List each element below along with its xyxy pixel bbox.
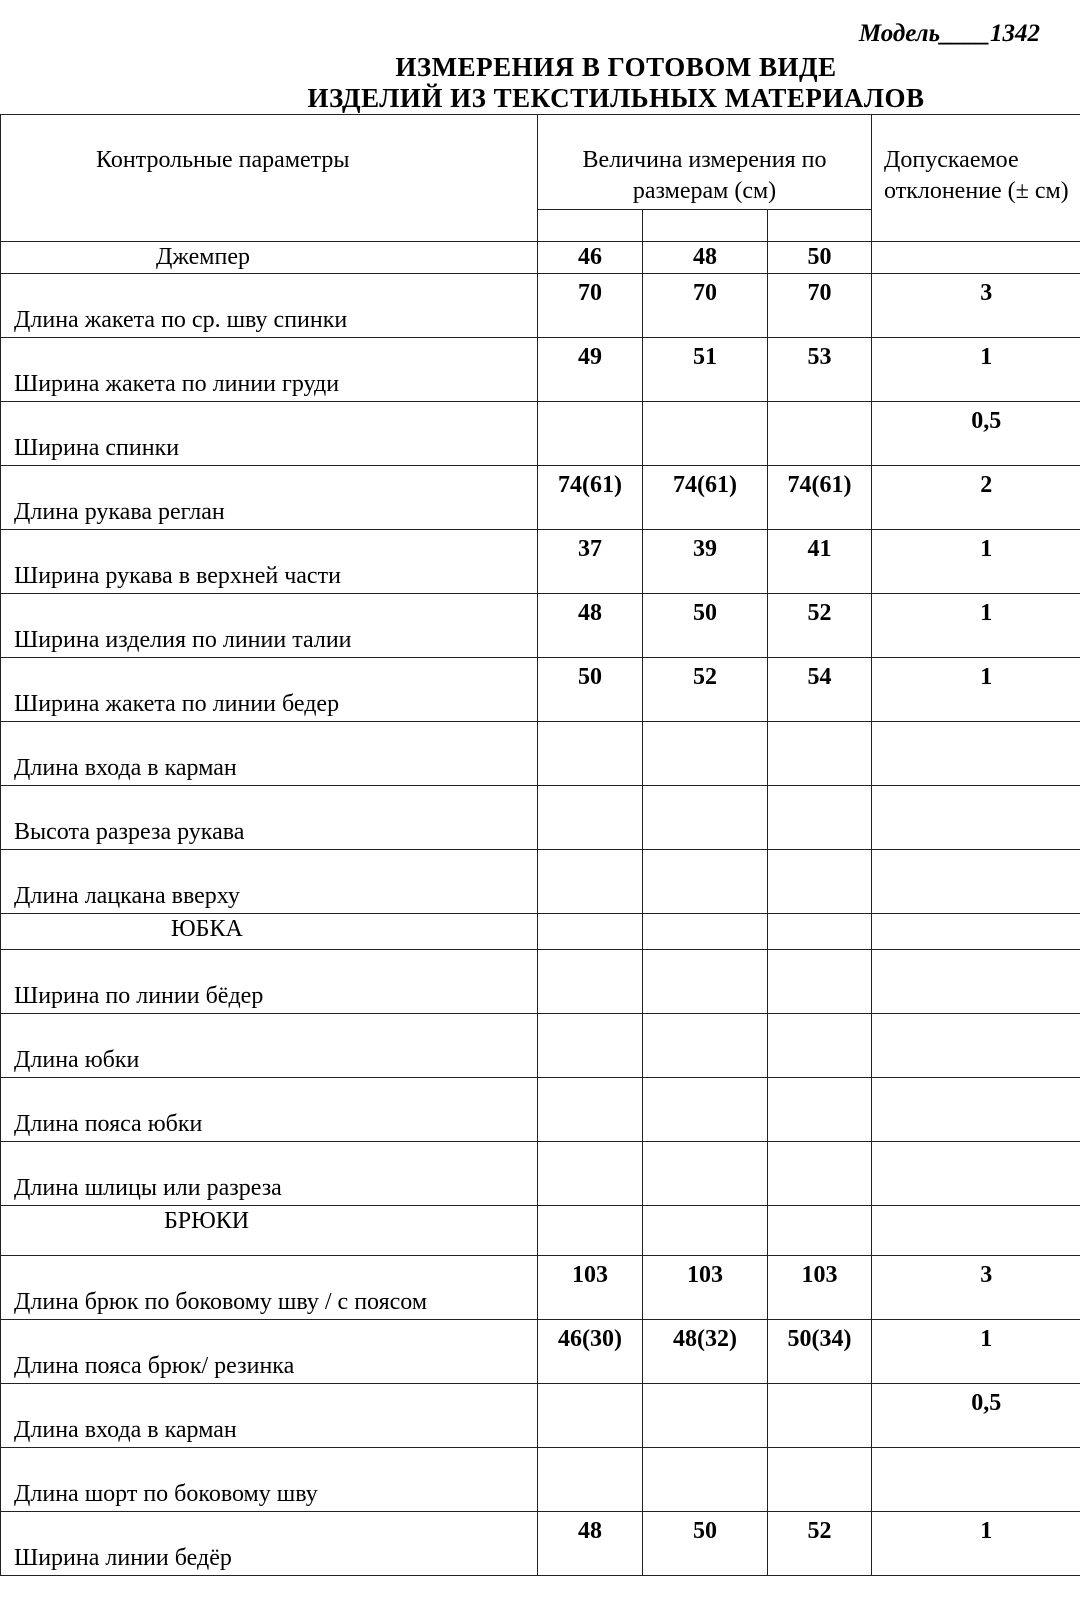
size-sub-blank (538, 210, 643, 242)
row-value: 74(61) (538, 466, 643, 530)
row-label: Длина лацкана вверху (1, 850, 538, 914)
header-params-label: Контрольные параметры (96, 147, 350, 173)
row-value: 50 (643, 1512, 768, 1576)
row-value: 48(32) (643, 1320, 768, 1384)
section-skirt-label: ЮБКА (171, 916, 243, 942)
section-jumper-label: Джемпер (156, 244, 250, 270)
row-value: 39 (643, 530, 768, 594)
row-label: Ширина рукава в верхней части (1, 530, 538, 594)
row-tolerance (872, 786, 1080, 850)
row-value (538, 950, 643, 1014)
header-params (1, 115, 538, 242)
row-label: Длина рукава реглан (1, 466, 538, 530)
row-value: 70 (538, 274, 643, 338)
row-tolerance (872, 850, 1080, 914)
row-value (643, 950, 768, 1014)
row-tolerance (872, 1078, 1080, 1142)
row-tolerance: 3 (872, 274, 1080, 338)
header-sizes-label: Величина измерения по размерам (см) (582, 147, 827, 204)
row-value: 48 (538, 1512, 643, 1576)
row-value (768, 1014, 872, 1078)
row-value (538, 1078, 643, 1142)
row-label: Длина брюк по боковому шву / с поясом (1, 1256, 538, 1320)
row-label: Ширина линии бедёр (1, 1512, 538, 1576)
row-value: 70 (643, 274, 768, 338)
row-label: Длина юбки (1, 1014, 538, 1078)
row-label: Высота разреза рукава (1, 786, 538, 850)
blank-cell (872, 1206, 1080, 1256)
size-50: 50 (768, 242, 872, 274)
row-value: 50 (538, 658, 643, 722)
row-value (643, 1014, 768, 1078)
row-tolerance: 1 (872, 1320, 1080, 1384)
row-value: 50(34) (768, 1320, 872, 1384)
row-tolerance: 1 (872, 658, 1080, 722)
row-value (643, 402, 768, 466)
row-tolerance: 0,5 (872, 1384, 1080, 1448)
row-value (768, 402, 872, 466)
row-tolerance (872, 1014, 1080, 1078)
row-value (538, 1142, 643, 1206)
row-tolerance: 1 (872, 338, 1080, 402)
size-sub-blank (643, 210, 768, 242)
tol-blank (872, 242, 1080, 274)
page-subtitle: ИЗДЕЛИЙ ИЗ ТЕКСТИЛЬНЫХ МАТЕРИАЛОВ (307, 83, 925, 113)
blank-cell (768, 1206, 872, 1256)
row-value: 103 (768, 1256, 872, 1320)
section-trousers-label: БРЮКИ (164, 1208, 250, 1234)
blank-cell (643, 914, 768, 950)
row-value: 103 (538, 1256, 643, 1320)
row-label: Длина шорт по боковому шву (1, 1448, 538, 1512)
row-value: 54 (768, 658, 872, 722)
row-tolerance: 1 (872, 530, 1080, 594)
row-value: 46(30) (538, 1320, 643, 1384)
section-trousers (1, 1206, 538, 1256)
row-value (768, 722, 872, 786)
row-label: Длина пояса юбки (1, 1078, 538, 1142)
row-value (643, 1078, 768, 1142)
row-tolerance (872, 722, 1080, 786)
row-value: 53 (768, 338, 872, 402)
blank-cell (768, 914, 872, 950)
row-value (643, 1142, 768, 1206)
row-value: 52 (768, 594, 872, 658)
row-value (538, 1448, 643, 1512)
row-value: 52 (643, 658, 768, 722)
row-value (768, 1384, 872, 1448)
row-tolerance (872, 950, 1080, 1014)
header-sizes (538, 115, 872, 210)
row-value: 41 (768, 530, 872, 594)
size-48: 48 (643, 242, 768, 274)
blank-cell (872, 914, 1080, 950)
blank-cell (538, 1206, 643, 1256)
row-label: Ширина спинки (1, 402, 538, 466)
row-value (643, 722, 768, 786)
row-value (768, 1078, 872, 1142)
row-value (768, 1142, 872, 1206)
row-label: Ширина изделия по линии талии (1, 594, 538, 658)
row-label: Длина входа в карман (1, 1384, 538, 1448)
row-value (643, 786, 768, 850)
row-value: 52 (768, 1512, 872, 1576)
row-value: 49 (538, 338, 643, 402)
row-value: 37 (538, 530, 643, 594)
row-value: 48 (538, 594, 643, 658)
row-value (643, 850, 768, 914)
row-value (538, 786, 643, 850)
row-tolerance: 0,5 (872, 402, 1080, 466)
row-value: 74(61) (768, 466, 872, 530)
model-number: Модель____1342 (858, 20, 1040, 47)
row-label: Длина шлицы или разреза (1, 1142, 538, 1206)
row-label: Длина жакета по ср. шву спинки (1, 274, 538, 338)
row-value (768, 850, 872, 914)
row-tolerance: 3 (872, 1256, 1080, 1320)
row-label: Ширина по линии бёдер (1, 950, 538, 1014)
row-value: 50 (643, 594, 768, 658)
row-value (538, 402, 643, 466)
row-value (538, 1384, 643, 1448)
size-sub-blank (768, 210, 872, 242)
row-value (538, 1014, 643, 1078)
header-tolerance (872, 115, 1080, 242)
measurements-table (0, 114, 1080, 1576)
row-value (768, 950, 872, 1014)
row-label: Ширина жакета по линии груди (1, 338, 538, 402)
size-46: 46 (538, 242, 643, 274)
row-value: 51 (643, 338, 768, 402)
row-value: 103 (643, 1256, 768, 1320)
section-skirt (1, 914, 538, 950)
blank-cell (643, 1206, 768, 1256)
row-tolerance: 1 (872, 594, 1080, 658)
row-tolerance (872, 1142, 1080, 1206)
row-value (538, 850, 643, 914)
row-label: Ширина жакета по линии бедер (1, 658, 538, 722)
page-title: ИЗМЕРЕНИЯ В ГОТОВОМ ВИДЕ (395, 52, 837, 82)
row-value: 70 (768, 274, 872, 338)
header-tolerance-label: Допускаемое отклонение (± см) (884, 147, 1069, 204)
row-tolerance: 1 (872, 1512, 1080, 1576)
row-value (643, 1384, 768, 1448)
row-tolerance (872, 1448, 1080, 1512)
row-label: Длина входа в карман (1, 722, 538, 786)
section-jumper (1, 242, 538, 274)
row-label: Длина пояса брюк/ резинка (1, 1320, 538, 1384)
row-value (768, 1448, 872, 1512)
row-value: 74(61) (643, 466, 768, 530)
row-tolerance: 2 (872, 466, 1080, 530)
row-value (768, 786, 872, 850)
row-value (643, 1448, 768, 1512)
row-value (538, 722, 643, 786)
blank-cell (538, 914, 643, 950)
